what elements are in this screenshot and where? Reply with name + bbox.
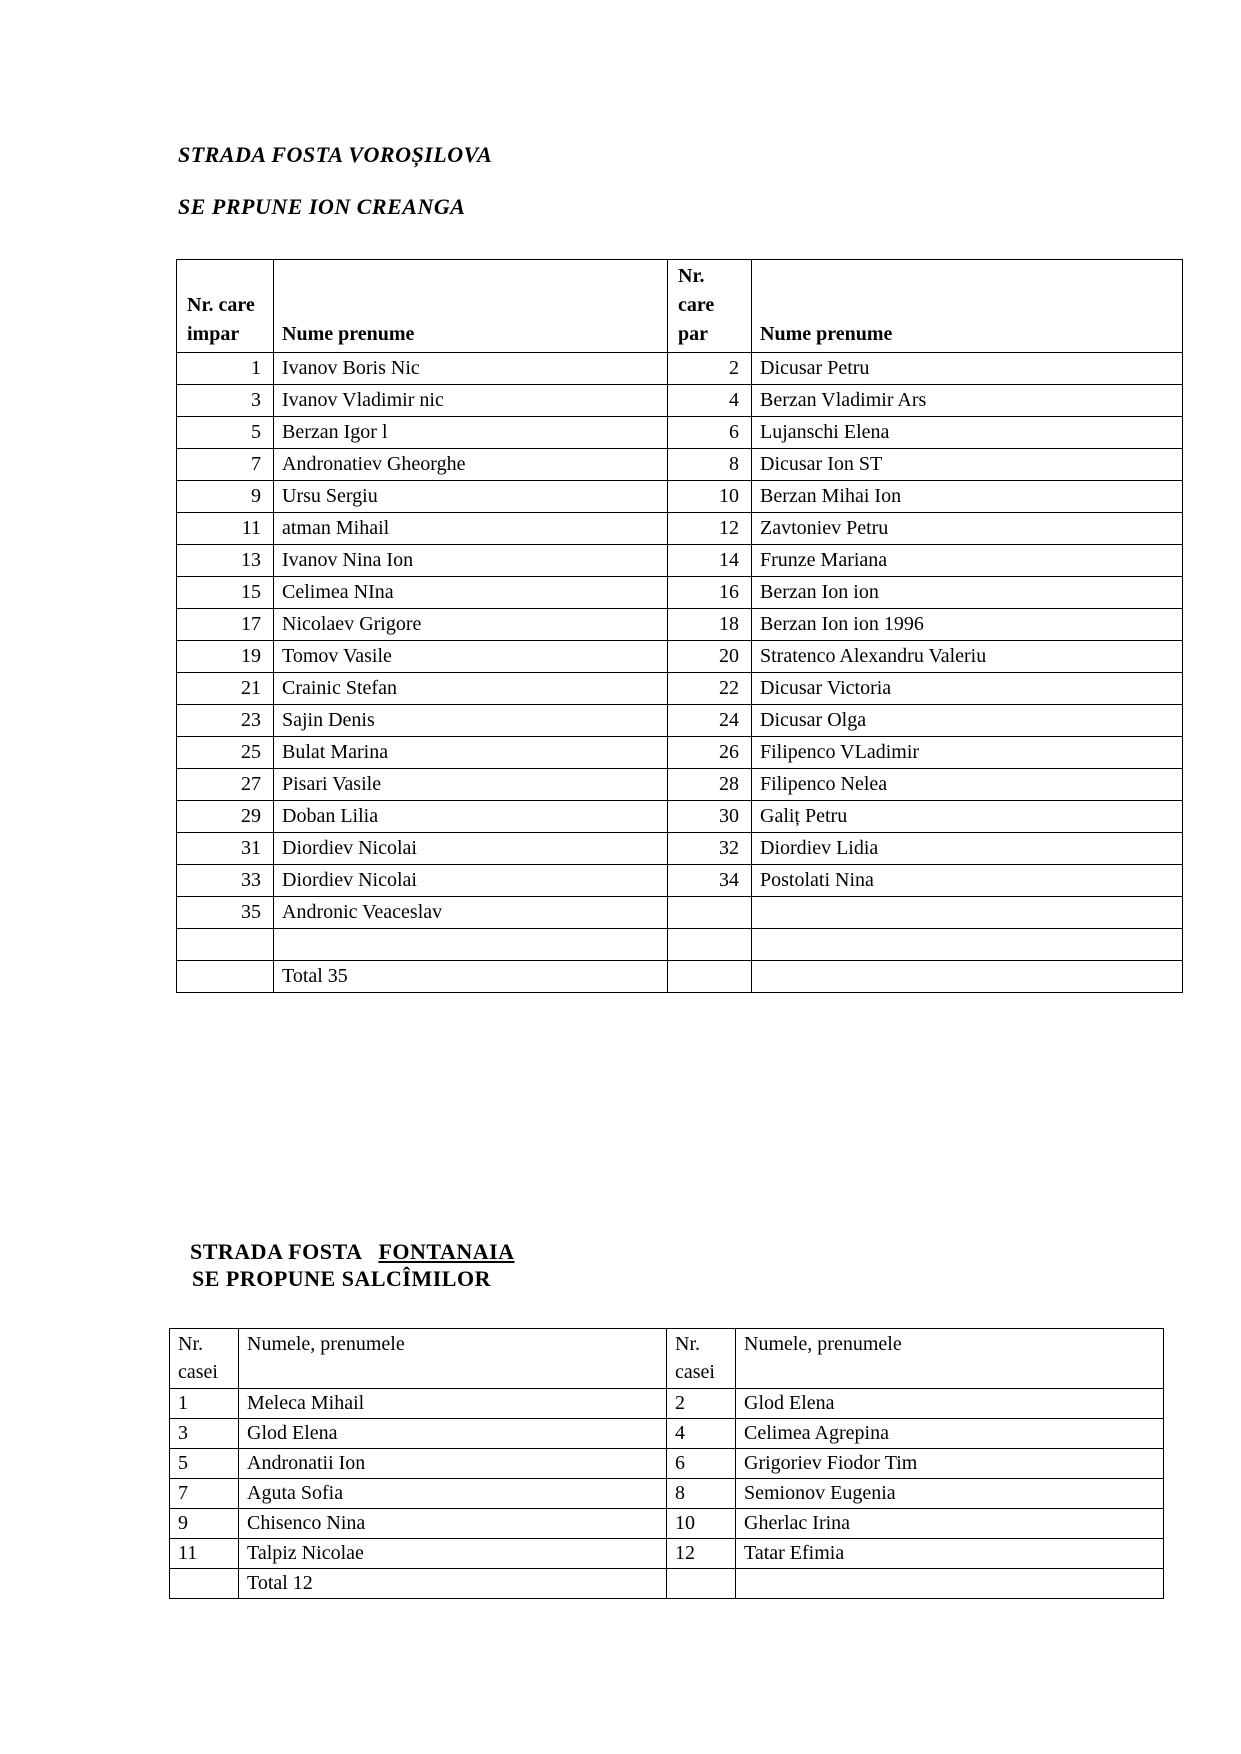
house-number-cell: 1 — [177, 353, 274, 385]
name-cell: Crainic Stefan — [274, 673, 668, 705]
name-cell: Zavtoniev Petru — [752, 513, 1183, 545]
street-table-vorosilova — [176, 259, 1183, 993]
name-cell: Total 12 — [239, 1569, 667, 1599]
house-number-cell: 18 — [668, 609, 752, 641]
house-number-cell — [668, 929, 752, 961]
name-cell: Filipenco VLadimir — [752, 737, 1183, 769]
house-number-cell: 4 — [668, 385, 752, 417]
house-number-cell: 14 — [668, 545, 752, 577]
house-number-cell: 2 — [668, 353, 752, 385]
house-number-cell: 8 — [667, 1479, 736, 1509]
house-number-cell: 7 — [170, 1479, 239, 1509]
name-cell: Ivanov Nina Ion — [274, 545, 668, 577]
house-number-cell: 28 — [668, 769, 752, 801]
name-cell: Dicusar Victoria — [752, 673, 1183, 705]
name-cell: Talpiz Nicolae — [239, 1539, 667, 1569]
house-number-cell: 23 — [177, 705, 274, 737]
table-row — [177, 929, 1183, 961]
table-row — [177, 513, 1183, 545]
house-number-cell — [177, 929, 274, 961]
house-number-cell: 24 — [668, 705, 752, 737]
section2-title — [178, 1213, 515, 1265]
header-nr-casei-left: Nr. casei — [170, 1329, 239, 1389]
name-cell: Berzan Vladimir Ars — [752, 385, 1183, 417]
name-cell: Meleca Mihail — [239, 1389, 667, 1419]
name-cell: Celimea NIna — [274, 577, 668, 609]
name-cell: Berzan Igor l — [274, 417, 668, 449]
table-row — [177, 577, 1183, 609]
section1-subtitle: SE PRPUNE ION CREANGA — [178, 194, 466, 219]
house-number-cell: 32 — [668, 833, 752, 865]
name-cell: Berzan Ion ion 1996 — [752, 609, 1183, 641]
name-cell: Andronatiev Gheorghe — [274, 449, 668, 481]
table-row — [177, 897, 1183, 929]
name-cell: Ivanov Boris Nic — [274, 353, 668, 385]
name-cell: Sajin Denis — [274, 705, 668, 737]
table-row — [177, 609, 1183, 641]
header-nume-prenume-right: Nume prenume — [752, 260, 1183, 353]
name-cell: Nicolaev Grigore — [274, 609, 668, 641]
house-number-cell: 7 — [177, 449, 274, 481]
name-cell: Bulat Marina — [274, 737, 668, 769]
header-numele-prenumele-left: Numele, prenumele — [239, 1329, 667, 1389]
table-row — [170, 1419, 1164, 1449]
house-number-cell: 3 — [177, 385, 274, 417]
name-cell: atman Mihail — [274, 513, 668, 545]
house-number-cell — [668, 961, 752, 993]
house-number-cell: 20 — [668, 641, 752, 673]
house-number-cell: 25 — [177, 737, 274, 769]
name-cell: Filipenco Nelea — [752, 769, 1183, 801]
section2-title-underlined: FONTANAIA — [378, 1239, 515, 1264]
name-cell: Andronic Veaceslav — [274, 897, 668, 929]
header-numele-prenumele-right: Numele, prenumele — [736, 1329, 1164, 1389]
house-number-cell: 26 — [668, 737, 752, 769]
house-number-cell: 1 — [170, 1389, 239, 1419]
header-nr-impar: Nr. care impar — [177, 260, 274, 353]
name-cell: Dicusar Petru — [752, 353, 1183, 385]
section2-title-prefix: STRADA FOSTA — [190, 1239, 363, 1264]
house-number-cell: 29 — [177, 801, 274, 833]
name-cell: Postolati Nina — [752, 865, 1183, 897]
name-cell: Diordiev Lidia — [752, 833, 1183, 865]
house-number-cell: 5 — [177, 417, 274, 449]
table-row — [177, 385, 1183, 417]
house-number-cell: 12 — [668, 513, 752, 545]
name-cell: Dicusar Olga — [752, 705, 1183, 737]
house-number-cell: 11 — [170, 1539, 239, 1569]
section1-title: STRADA FOSTA VOROȘILOVA — [178, 142, 493, 167]
name-cell: Chisenco Nina — [239, 1509, 667, 1539]
house-number-cell: 12 — [667, 1539, 736, 1569]
house-number-cell: 31 — [177, 833, 274, 865]
name-cell: Stratenco Alexandru Valeriu — [752, 641, 1183, 673]
name-cell: Pisari Vasile — [274, 769, 668, 801]
name-cell: Berzan Ion ion — [752, 577, 1183, 609]
house-number-cell — [668, 897, 752, 929]
name-cell: Berzan Mihai Ion — [752, 481, 1183, 513]
name-cell: Glod Elena — [239, 1419, 667, 1449]
house-number-cell: 33 — [177, 865, 274, 897]
house-number-cell: 21 — [177, 673, 274, 705]
table-row — [177, 961, 1183, 993]
name-cell — [274, 929, 668, 961]
house-number-cell — [667, 1569, 736, 1599]
table-row — [177, 705, 1183, 737]
house-number-cell: 27 — [177, 769, 274, 801]
table-row — [177, 737, 1183, 769]
house-number-cell: 6 — [667, 1449, 736, 1479]
name-cell: Diordiev Nicolai — [274, 865, 668, 897]
house-number-cell: 5 — [170, 1449, 239, 1479]
name-cell: Lujanschi Elena — [752, 417, 1183, 449]
table-row — [170, 1449, 1164, 1479]
name-cell — [752, 929, 1183, 961]
table-row — [177, 353, 1183, 385]
name-cell: Glod Elena — [736, 1389, 1164, 1419]
street-table-fontanaia — [169, 1328, 1164, 1599]
name-cell: Frunze Mariana — [752, 545, 1183, 577]
header-nr-par: Nr. care par — [668, 260, 752, 353]
table-row — [170, 1479, 1164, 1509]
name-cell: Galiț Petru — [752, 801, 1183, 833]
table-header-row — [177, 260, 1183, 353]
house-number-cell: 2 — [667, 1389, 736, 1419]
name-cell: Diordiev Nicolai — [274, 833, 668, 865]
house-number-cell: 15 — [177, 577, 274, 609]
table-row — [170, 1389, 1164, 1419]
name-cell: Andronatii Ion — [239, 1449, 667, 1479]
house-number-cell: 3 — [170, 1419, 239, 1449]
house-number-cell: 16 — [668, 577, 752, 609]
house-number-cell: 13 — [177, 545, 274, 577]
name-cell — [752, 897, 1183, 929]
house-number-cell: 34 — [668, 865, 752, 897]
house-number-cell: 9 — [170, 1509, 239, 1539]
name-cell: Tatar Efimia — [736, 1539, 1164, 1569]
table-header-row — [170, 1329, 1164, 1389]
name-cell: Aguta Sofia — [239, 1479, 667, 1509]
house-number-cell: 19 — [177, 641, 274, 673]
table-row — [177, 641, 1183, 673]
table-row — [177, 673, 1183, 705]
table-row — [177, 545, 1183, 577]
name-cell: Grigoriev Fiodor Tim — [736, 1449, 1164, 1479]
name-cell: Doban Lilia — [274, 801, 668, 833]
table-row — [177, 801, 1183, 833]
name-cell: Ivanov Vladimir nic — [274, 385, 668, 417]
house-number-cell — [177, 961, 274, 993]
table-row — [177, 769, 1183, 801]
house-number-cell: 6 — [668, 417, 752, 449]
house-number-cell: 4 — [667, 1419, 736, 1449]
table-row — [177, 481, 1183, 513]
house-number-cell: 9 — [177, 481, 274, 513]
house-number-cell: 11 — [177, 513, 274, 545]
name-cell: Ursu Sergiu — [274, 481, 668, 513]
table-row — [170, 1539, 1164, 1569]
name-cell: Tomov Vasile — [274, 641, 668, 673]
name-cell — [736, 1569, 1164, 1599]
name-cell: Semionov Eugenia — [736, 1479, 1164, 1509]
name-cell: Total 35 — [274, 961, 668, 993]
house-number-cell: 10 — [667, 1509, 736, 1539]
house-number-cell: 8 — [668, 449, 752, 481]
name-cell: Celimea Agrepina — [736, 1419, 1164, 1449]
table-row — [177, 865, 1183, 897]
section2-subtitle: SE PROPUNE SALCÎMILOR — [192, 1266, 491, 1291]
header-nume-prenume-left: Nume prenume — [274, 260, 668, 353]
table-row — [177, 449, 1183, 481]
house-number-cell: 10 — [668, 481, 752, 513]
house-number-cell: 22 — [668, 673, 752, 705]
house-number-cell: 35 — [177, 897, 274, 929]
table-row — [177, 417, 1183, 449]
name-cell: Gherlac Irina — [736, 1509, 1164, 1539]
table-row — [170, 1509, 1164, 1539]
house-number-cell — [170, 1569, 239, 1599]
table-row — [170, 1569, 1164, 1599]
header-nr-casei-right: Nr. casei — [667, 1329, 736, 1389]
name-cell: Dicusar Ion ST — [752, 449, 1183, 481]
table-row — [177, 833, 1183, 865]
house-number-cell: 30 — [668, 801, 752, 833]
name-cell — [752, 961, 1183, 993]
house-number-cell: 17 — [177, 609, 274, 641]
